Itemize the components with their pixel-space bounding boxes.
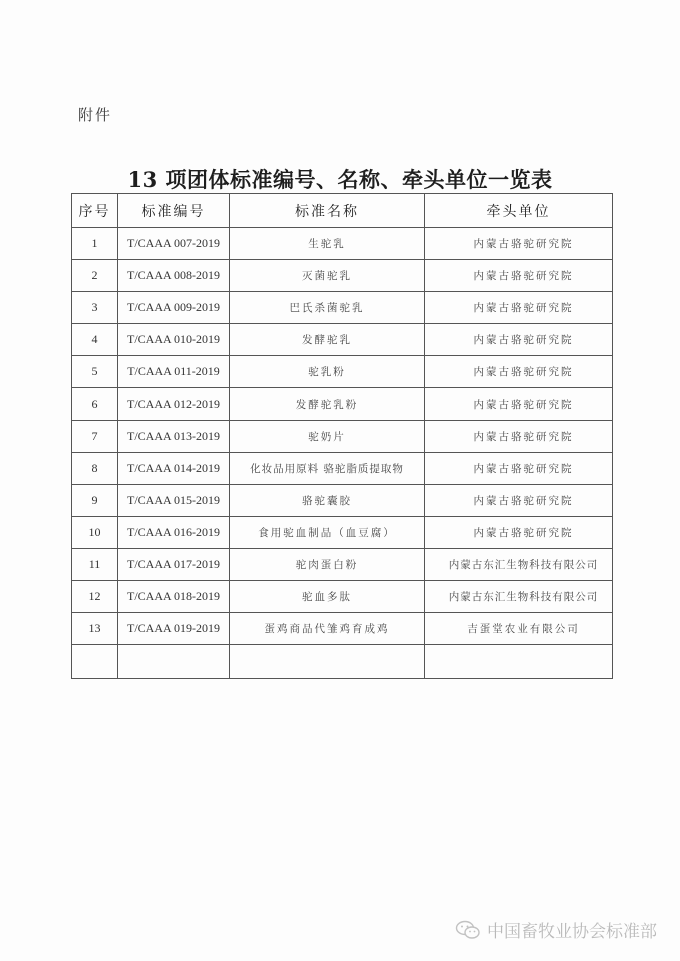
standard-code: T/CAAA 008-2019 — [118, 260, 230, 292]
header-serial-no: 序号 — [72, 194, 118, 228]
serial-no: 10 — [72, 516, 118, 548]
table-row — [72, 452, 613, 484]
watermark — [455, 917, 657, 942]
serial-no: 2 — [72, 260, 118, 292]
standard-name: 发酵驼乳粉 — [230, 388, 425, 420]
watermark-text: 中国畜牧业协会标准部 — [487, 922, 657, 942]
lead-organization: 内蒙古骆驼研究院 — [425, 324, 613, 356]
standard-name: 食用驼血制品（血豆腐） — [230, 516, 425, 548]
table-row — [72, 581, 613, 613]
serial-no: 13 — [72, 613, 118, 645]
standard-code: T/CAAA 010-2019 — [118, 324, 230, 356]
serial-no: 4 — [72, 324, 118, 356]
table-row — [72, 260, 613, 292]
serial-no: 8 — [72, 452, 118, 484]
standard-name: 生驼乳 — [230, 228, 425, 260]
serial-no: 11 — [72, 548, 118, 580]
serial-no: 9 — [72, 484, 118, 516]
lead-organization: 内蒙古骆驼研究院 — [425, 228, 613, 260]
standard-code: T/CAAA 015-2019 — [118, 484, 230, 516]
header-standard-code: 标准编号 — [118, 194, 230, 228]
table-row — [72, 613, 613, 645]
lead-organization: 内蒙古骆驼研究院 — [425, 260, 613, 292]
standard-name: 骆驼囊胶 — [230, 484, 425, 516]
lead-organization: 内蒙古东汇生物科技有限公司 — [425, 581, 613, 613]
standard-name: 驼血多肽 — [230, 581, 425, 613]
lead-organization: 内蒙古骆驼研究院 — [425, 356, 613, 388]
wechat-icon — [455, 920, 481, 940]
serial-no: 7 — [72, 420, 118, 452]
standard-name: 灭菌驼乳 — [230, 260, 425, 292]
standard-name: 发酵驼乳 — [230, 324, 425, 356]
table-row — [72, 420, 613, 452]
serial-no: 5 — [72, 356, 118, 388]
standard-code: T/CAAA 013-2019 — [118, 420, 230, 452]
lead-organization — [425, 645, 613, 679]
lead-organization: 内蒙古东汇生物科技有限公司 — [425, 548, 613, 580]
standard-name: 驼乳粉 — [230, 356, 425, 388]
table-row — [72, 356, 613, 388]
table-header-row — [72, 194, 613, 228]
standard-name: 蛋鸡商品代雏鸡育成鸡 — [230, 613, 425, 645]
table-row — [72, 548, 613, 580]
table-row — [72, 292, 613, 324]
table-row — [72, 228, 613, 260]
standards-table — [71, 193, 613, 679]
table-row — [72, 516, 613, 548]
serial-no: 12 — [72, 581, 118, 613]
standard-name — [230, 645, 425, 679]
lead-organization: 内蒙古骆驼研究院 — [425, 452, 613, 484]
standard-code: T/CAAA 016-2019 — [118, 516, 230, 548]
standard-code: T/CAAA 012-2019 — [118, 388, 230, 420]
lead-organization: 内蒙古骆驼研究院 — [425, 420, 613, 452]
header-standard-name: 标准名称 — [230, 194, 425, 228]
standard-name: 化妆品用原料 骆驼脂质提取物 — [230, 452, 425, 484]
header-lead-organization: 牵头单位 — [425, 194, 613, 228]
standard-code: T/CAAA 017-2019 — [118, 548, 230, 580]
standard-code: T/CAAA 007-2019 — [118, 228, 230, 260]
document-title: 13 项团体标准编号、名称、牵头单位一览表 — [127, 167, 553, 192]
standard-code: T/CAAA 014-2019 — [118, 452, 230, 484]
lead-organization: 内蒙古骆驼研究院 — [425, 292, 613, 324]
standard-name: 驼奶片 — [230, 420, 425, 452]
standard-name: 驼肉蛋白粉 — [230, 548, 425, 580]
standard-code: T/CAAA 018-2019 — [118, 581, 230, 613]
standard-name: 巴氏杀菌驼乳 — [230, 292, 425, 324]
serial-no: 3 — [72, 292, 118, 324]
standard-code: T/CAAA 011-2019 — [118, 356, 230, 388]
table-row — [72, 484, 613, 516]
serial-no — [72, 645, 118, 679]
lead-organization: 内蒙古骆驼研究院 — [425, 516, 613, 548]
lead-organization: 内蒙古骆驼研究院 — [425, 388, 613, 420]
table-row-empty — [72, 645, 613, 679]
table-row — [72, 324, 613, 356]
lead-organization: 吉蛋堂农业有限公司 — [425, 613, 613, 645]
lead-organization: 内蒙古骆驼研究院 — [425, 484, 613, 516]
standard-code: T/CAAA 019-2019 — [118, 613, 230, 645]
attachment-label: 附件 — [78, 106, 113, 124]
standard-code — [118, 645, 230, 679]
standard-code: T/CAAA 009-2019 — [118, 292, 230, 324]
serial-no: 6 — [72, 388, 118, 420]
table-row — [72, 388, 613, 420]
serial-no: 1 — [72, 228, 118, 260]
